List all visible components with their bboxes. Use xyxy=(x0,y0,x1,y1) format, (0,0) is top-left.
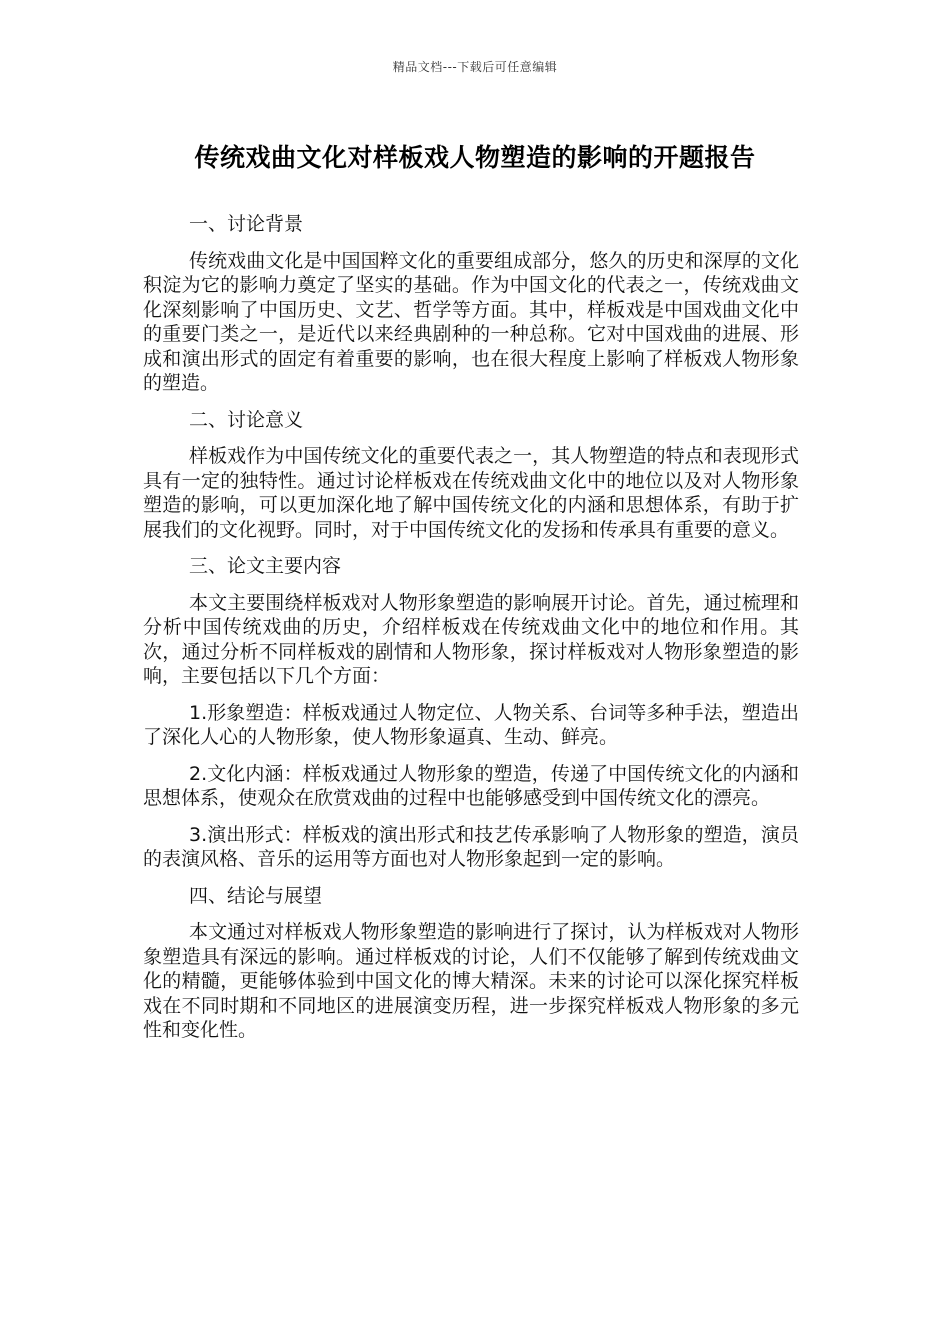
paragraph: 传统戏曲文化是中国国粹文化的重要组成部分，悠久的历史和深厚的文化积淀为它的影响力奠定了坚实的基础。作为中国文化的代表之一，传统戏曲文化深刻影响了中国历史、文艺、哲学等方面。其中，样板戏是中国戏曲文化中的重要门类之一，是近代以来经典剧种的一种总称。它对中国戏曲的进展、形成和演出形式的固定有着重要的影响，也在很大程度上影响了样板戏人物形象的塑造。 xyxy=(143,249,799,394)
document-body xyxy=(143,212,799,1055)
section-significance xyxy=(143,408,799,543)
section-heading: 四、结论与展望 xyxy=(189,884,323,907)
paragraph: 本文主要围绕样板戏对人物形象塑造的影响展开讨论。首先，通过梳理和分析中国传统戏曲的历史，介绍样板戏在传统戏曲文化中的地位和作用。其次，通过分析不同样板戏的剧情和人物形象，探讨样板戏对人物形象塑造的影响，主要包括以下几个方面： xyxy=(143,591,799,687)
section-heading: 三、论文主要内容 xyxy=(189,555,342,577)
document-title: 传统戏曲文化对样板戏人物塑造的影响的开题报告 xyxy=(194,143,756,172)
paragraph: 样板戏作为中国传统文化的重要代表之一，其人物塑造的特点和表现形式具有一定的独特性。通过讨论样板戏在传统戏曲文化中的地位以及对人物形象塑造的影响，可以更加深化地了解中国传统文化的内涵和思想体系，有助于扩展我们的文化视野。同时，对于中国传统文化的发扬和传承具有重要的意义。 xyxy=(143,445,799,541)
section-main-content xyxy=(143,554,799,872)
list-item: 2.文化内涵：样板戏通过人物形象的塑造，传递了中国传统文化的内涵和思想体系，使观众在欣赏戏曲的过程中也能够感受到中国传统文化的漂亮。 xyxy=(143,762,799,809)
list-item: 3.演出形式：样板戏的演出形式和技艺传承影响了人物形象的塑造，演员的表演风格、音乐的运用等方面也对人物形象起到一定的影响。 xyxy=(143,823,799,870)
paragraph: 本文通过对样板戏人物形象塑造的影响进行了探讨，认为样板戏对人物形象塑造具有深远的影响。通过样板戏的讨论，人们不仅能够了解到传统戏曲文化的精髓，更能够体验到中国文化的博大精深。未来的讨论可以深化探究样板戏在不同时期和不同地区的进展演变历程，进一步探究样板戏人物形象的多元性和变化性。 xyxy=(143,921,799,1041)
section-heading: 二、讨论意义 xyxy=(189,408,304,431)
section-background xyxy=(143,212,799,396)
page-header: 精品文档---下载后可任意编辑 xyxy=(392,60,558,74)
section-heading: 一、讨论背景 xyxy=(189,213,304,235)
section-conclusion xyxy=(143,884,799,1043)
list-item: 1.形象塑造：样板戏通过人物定位、人物关系、台词等多种手法，塑造出了深化人心的人物形象，使人物形象逼真、生动、鲜亮。 xyxy=(143,701,799,748)
